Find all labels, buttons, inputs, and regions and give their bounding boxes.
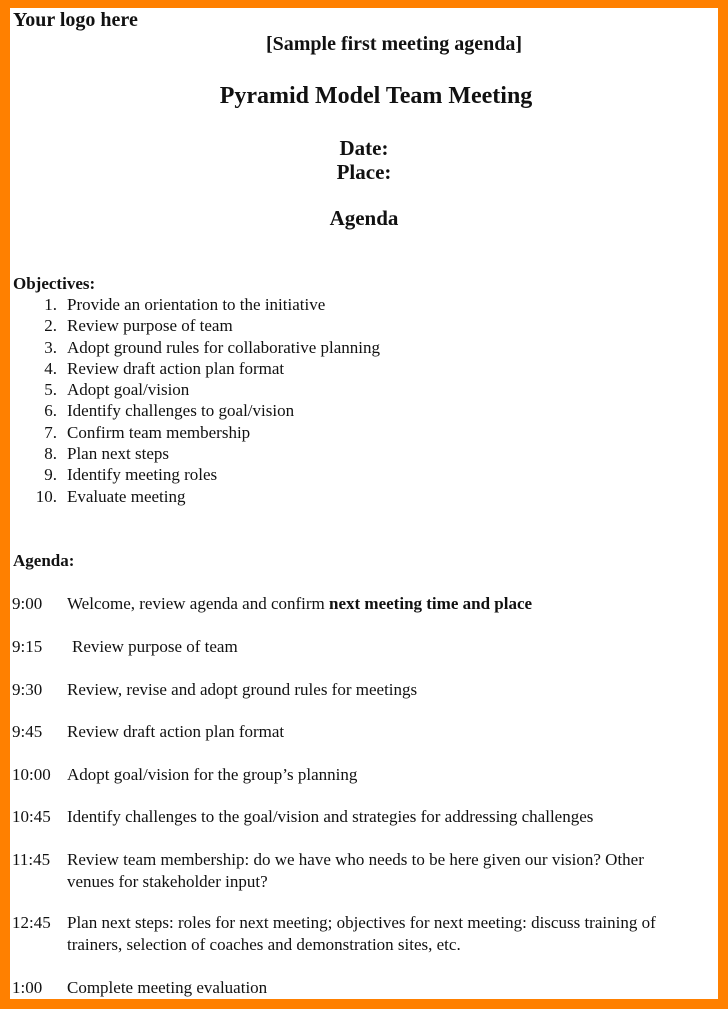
list-item-number: 5. xyxy=(44,380,57,400)
list-item-number: 8. xyxy=(44,444,57,464)
agenda-emphasis: next meeting time and place xyxy=(329,594,533,613)
list-item-text: Review purpose of team xyxy=(67,316,233,336)
list-item-number: 3. xyxy=(44,337,57,357)
list-item-number: 2. xyxy=(44,316,57,336)
agenda-time: 10:45 xyxy=(12,807,51,826)
list-item xyxy=(10,294,710,315)
agenda-time: 1:00 xyxy=(12,978,43,997)
list-item-text: Identify challenges to goal/vision xyxy=(67,401,295,421)
agenda-text-line: Review team membership: do we have who needs to be here given our vision? Other xyxy=(67,850,644,869)
list-item-text: Identify meeting roles xyxy=(67,465,218,485)
list-item xyxy=(10,358,710,379)
list-item xyxy=(10,486,710,507)
agenda-label: Agenda: xyxy=(13,551,75,570)
objectives-list xyxy=(10,294,710,507)
list-item-number: 7. xyxy=(44,422,57,442)
page-title: Pyramid Model Team Meeting xyxy=(219,83,533,109)
list-item-text: Provide an orientation to the initiative xyxy=(67,295,326,314)
list-item xyxy=(10,400,710,421)
date-label: Date: xyxy=(339,136,389,160)
list-item xyxy=(10,337,710,358)
list-item xyxy=(10,443,710,464)
list-item-number: 9. xyxy=(44,465,57,485)
agenda-description: Complete meeting evaluation xyxy=(67,978,268,997)
agenda-row xyxy=(10,912,718,956)
agenda-description xyxy=(67,849,718,893)
agenda-time: 10:00 xyxy=(12,765,51,784)
agenda-description xyxy=(67,593,718,615)
agenda-time: 9:00 xyxy=(12,594,43,613)
agenda-text-line: Plan next steps: roles for next meeting; objectives for next meeting: discuss training of xyxy=(67,913,656,932)
agenda-time: 9:30 xyxy=(12,680,43,699)
objectives-label: Objectives: xyxy=(13,274,96,293)
list-item-number: 1. xyxy=(44,295,57,314)
list-item xyxy=(10,315,710,336)
agenda-time: 9:15 xyxy=(12,637,43,656)
agenda-description: Review draft action plan format xyxy=(67,722,285,741)
agenda-heading: Agenda xyxy=(329,206,399,230)
agenda-text-line: venues for stakeholder input? xyxy=(67,872,268,891)
agenda-text-line: trainers, selection of coaches and demonstration sites, etc. xyxy=(67,935,461,954)
agenda-description: Review, revise and adopt ground rules for meetings xyxy=(67,680,418,699)
agenda-description xyxy=(67,912,718,956)
list-item-text: Plan next steps xyxy=(67,444,169,464)
list-item-number: 6. xyxy=(44,401,57,421)
agenda-time: 9:45 xyxy=(12,722,43,741)
list-item-text: Confirm team membership xyxy=(67,422,251,442)
agenda-text: Welcome, review agenda and confirm xyxy=(67,594,330,613)
list-item-text: Adopt goal/vision xyxy=(67,380,190,400)
list-item xyxy=(10,379,710,400)
sample-label: [Sample first meeting agenda] xyxy=(265,33,523,55)
list-item-number: 4. xyxy=(44,358,57,378)
agenda-description: Identify challenges to the goal/vision and strategies for addressing challenges xyxy=(67,807,594,826)
list-item-text: Adopt ground rules for collaborative planning xyxy=(67,337,381,357)
list-item xyxy=(10,422,710,443)
agenda-description: Review purpose of team xyxy=(72,637,238,656)
place-label: Place: xyxy=(336,160,392,184)
agenda-description: Adopt goal/vision for the group’s planning xyxy=(67,765,358,784)
list-item-text: Review draft action plan format xyxy=(67,358,285,378)
agenda-time: 11:45 xyxy=(12,850,51,869)
list-item-text: Evaluate meeting xyxy=(67,486,186,506)
agenda-row xyxy=(10,849,718,893)
agenda-time: 12:45 xyxy=(12,913,51,932)
list-item-number: 10. xyxy=(35,486,57,506)
logo-placeholder: Your logo here xyxy=(13,9,138,31)
list-item xyxy=(10,464,710,485)
